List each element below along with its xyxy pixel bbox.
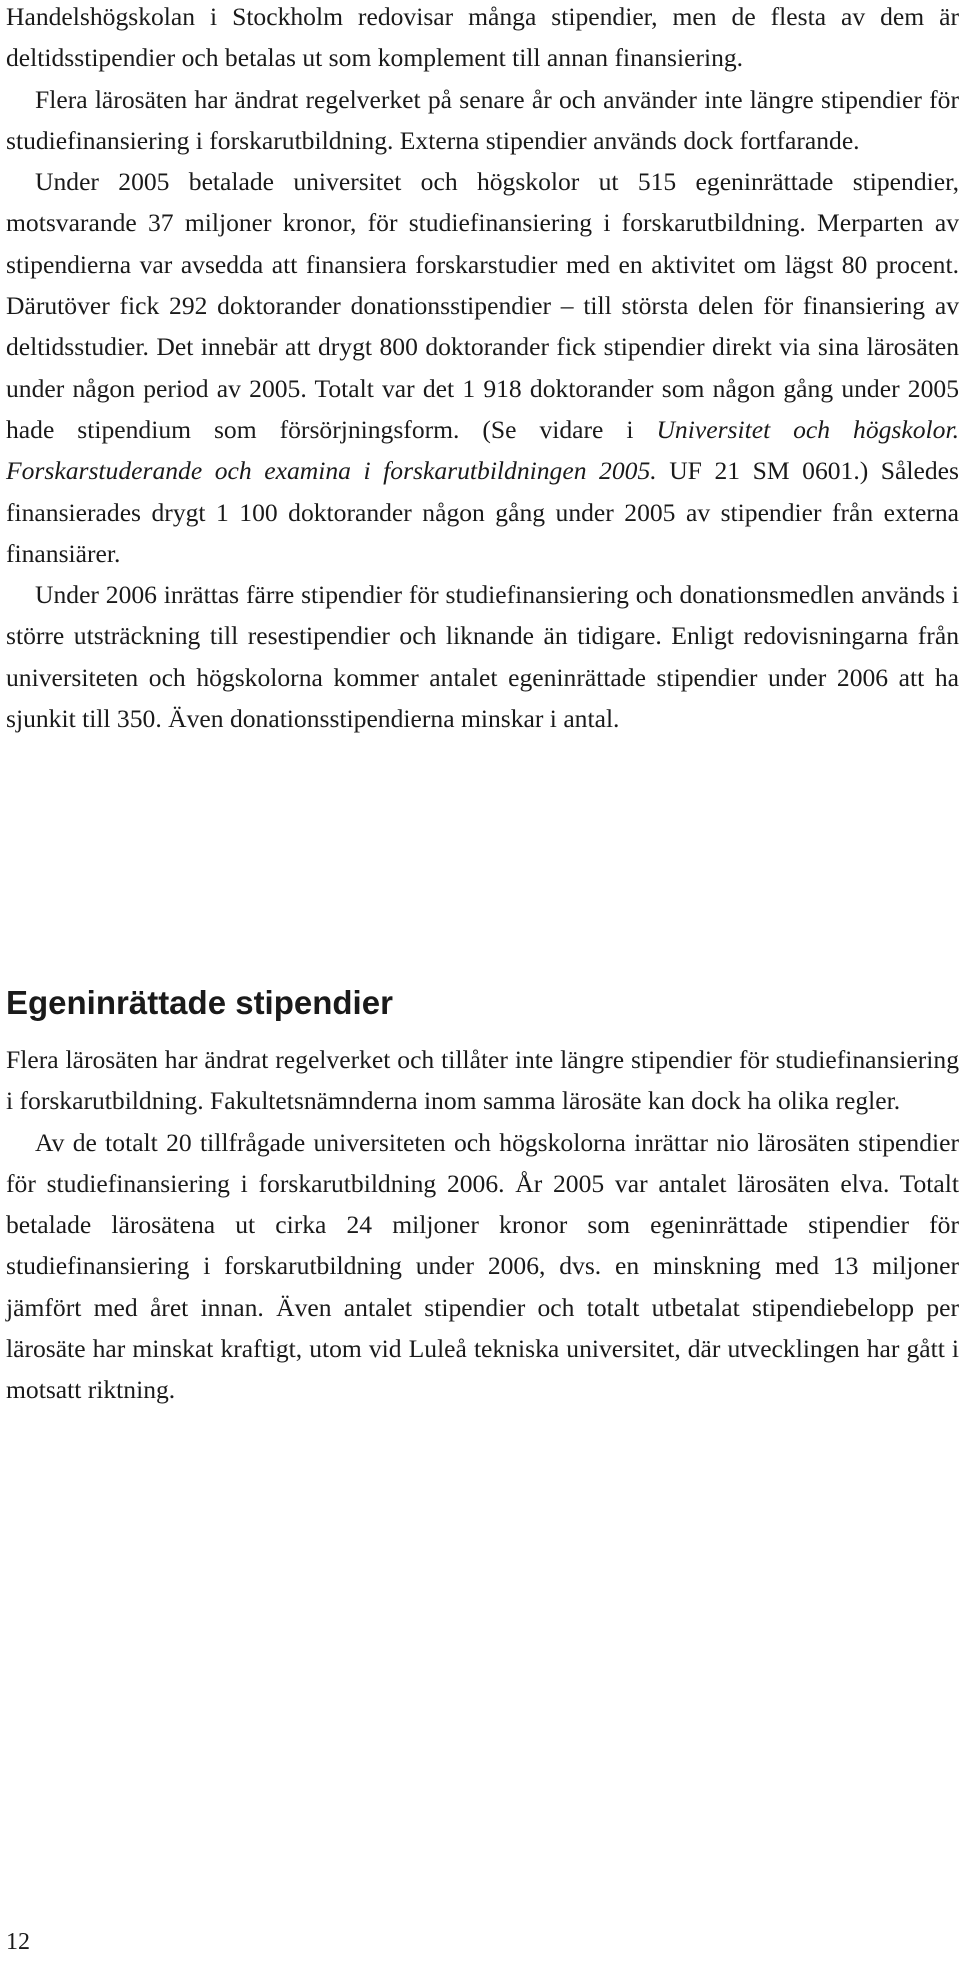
page-number: 12 bbox=[6, 1929, 30, 1955]
paragraph-2005-statistics bbox=[6, 161, 959, 574]
paragraph-regelverk-changes: Flera lärosäten har ändrat regelverket på senare år och använder inte längre stipendier för studiefinansiering i forskarutbildning. Externa stipendier används dock fortfarande. bbox=[6, 84, 959, 155]
paragraph-2005-statistics-part-b: UF 21 SM 0601.) Således finansierades drygt 1 100 doktorander någon gång under 2005 av stipendier från externa finansiärer. bbox=[6, 456, 959, 568]
body-section-scholarships-overview bbox=[6, 0, 959, 739]
paragraph-regelverk-faculty: Flera lärosäten har ändrat regelverket och tillåter inte längre stipendier för studiefinansiering i forskarutbildning. Fakultetsnämnderna inom samma lärosäte kan dock ha olika regler. bbox=[6, 1045, 959, 1116]
body-section-egeninrattade bbox=[6, 1039, 959, 1411]
paragraph-2006-outlook: Under 2006 inrättas färre stipendier för studiefinansiering och donationsmedlen används i större utsträckning till resestipendier och liknande än tidigare. Enligt redovisningarna från universiteten och högskolorna kommer antalet egeninrättade stipendier under 2006 att ha sjunkit till 350. Även donationsstipendierna minskar i antal. bbox=[6, 580, 959, 734]
paragraph-handelshogskolan: Handelshögskolan i Stockholm redovisar många stipendier, men de flesta av dem är deltidsstipendier och betalas ut som komplement till annan finansiering. bbox=[6, 2, 959, 73]
paragraph-2005-statistics-part-a: Under 2005 betalade universitet och högskolor ut 515 egeninrättade stipendier, motsvarande 37 miljoner kronor, för studiefinansiering i forskarutbildning. Merparten av stipendierna var avsedda att finansiera forskarstudier med en aktivitet om lägst 80 procent. Därutöver fick 292 doktorander donationsstipendier – till största delen för finansiering av deltidsstudier. Det innebär att drygt 800 doktorander fick stipendier direkt via sina lärosäten under någon period av 2005. Totalt var det 1 918 doktorander som någon gång under 2005 hade stipendium som försörjningsform. (Se vidare i bbox=[6, 167, 959, 444]
section-heading-egeninrattade-stipendier: Egeninrättade stipendier bbox=[6, 984, 393, 1021]
paragraph-twenty-institutions: Av de totalt 20 tillfrågade universiteten och högskolorna inrättar nio lärosäten stipendier för studiefinansiering i forskarutbildning 2006. År 2005 var antalet lärosäten elva. Totalt betalade lärosätena ut cirka 24 miljoner kronor som egeninrättade stipendier för studiefinansiering i forskarutbildning under 2006, dvs. en minskning med 13 miljoner jämfört med året innan. Även antalet stipendier och totalt utbetalat stipendiebelopp per lärosäte har minskat kraftigt, utom vid Luleå tekniska universitet, där utvecklingen har gått i motsatt riktning. bbox=[6, 1127, 959, 1405]
publication-title-italic: Universitet och högskolor. Forskarstuderande och examina i forskarutbildningen 2005. bbox=[6, 414, 959, 486]
